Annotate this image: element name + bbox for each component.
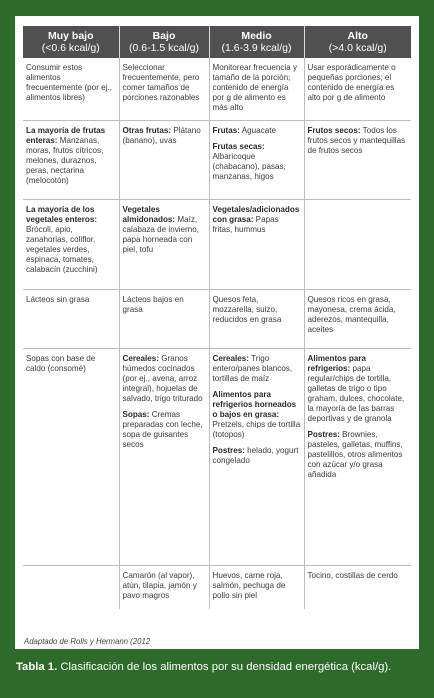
header-alto: Alto (>4.0 kcal/g) [304,26,411,58]
table-cell [209,199,304,289]
cell-text: Aguacate [239,125,276,135]
cell-bold-label: Vegetales/adicionados con grasa: [212,204,300,224]
cell-text: Quesos ricos en grasa, mayonesa, crema ácida, aderezos, mantequilla, aceites [307,294,396,334]
cell-text: Camarón (al vapor), atún, tilapia, jamón y pavo magros [122,570,197,600]
cell-paragraph [308,63,409,103]
cell-bold-label: La mayoría de los vegetales enteros: [26,204,98,224]
cell-paragraph [213,142,301,182]
table-cell [119,58,209,120]
cell-bold-label: Vegetales almidonados: [122,204,176,224]
cell-text: Sopas con base de caldo (consomé) [26,353,96,373]
caption-label: Tabla 1. [16,661,58,673]
table-cell [23,348,119,565]
cell-paragraph [26,126,116,186]
header-bajo: Bajo (0.6-1.5 kcal/g) [119,26,209,58]
cell-text: Papas fritas, hummus [212,214,279,234]
table-row [23,565,411,609]
cell-text: Lácteos sin grasa [26,294,90,304]
table-cell [119,565,209,609]
table-cell [23,58,119,120]
cell-text: Lácteos bajos en grasa [122,294,184,314]
table-card [15,16,419,649]
table-cell [304,58,411,120]
cell-text: Seleccionar frecuentemente, pero comer tamaños de porciones razonables [122,63,200,102]
table-cell [23,120,119,199]
cell-bold-label: Frutas: [212,125,240,135]
table-cell [119,120,209,199]
cell-text: Pretzels, chips de tortilla (totopos) [212,419,301,439]
table-cell [304,120,411,199]
cell-paragraph [123,63,206,103]
cell-paragraph [26,63,116,103]
cell-text: Albaricoque (chabacano), pasas, manzanas, higos [212,151,286,181]
cell-bold-label: Otras frutas: [122,125,172,135]
table-cell [304,565,411,609]
cell-paragraph [123,410,206,450]
cell-paragraph [123,354,206,404]
cell-text: Cremas preparadas con leche, sopa de guisantes secos [122,409,203,449]
cell-paragraph [308,571,409,581]
cell-text: Tocino, costillas de cerdo [307,570,398,580]
cell-bold-label: Cereales: [212,353,249,363]
cell-text: Consumir estos alimentos frecuentemente (por ej., alimentos libres) [26,63,112,102]
cell-text: Monitorear frecuencia y tamaño de la porción; contenido de energía por g de alimento es más alto [212,63,298,112]
table-cell [119,289,209,348]
cell-bold-label: Frutas secas: [212,141,265,151]
cell-text: Quesos feta, mozzarella, suizo, reducidos en grasa [212,294,282,324]
table-header-row [23,26,411,58]
cell-paragraph [26,354,116,374]
cell-bold-label: Sopas: [122,409,150,419]
caption-text: Clasificación de los alimentos por su densidad energética (kcal/g). [57,661,392,673]
cell-bold-label: Alimentos para refrigerios: [307,353,366,373]
cell-bold-label: Postres: [212,445,245,455]
table-cell [209,565,304,609]
table-cell [209,289,304,348]
table-cell [23,199,119,289]
header-medio: Medio (1.6-3.9 kcal/g) [209,26,304,58]
cell-paragraph [213,446,301,466]
cell-text: Brownies, pasteles, galletas, muffins, pastelillos, otros alimentos con azúcar y/o grasa añadida [307,429,403,479]
header-muy-bajo: Muy bajo (<0.6 kcal/g) [23,26,119,58]
cell-text: Usar esporádicamente o pequeñas porciones; el contenido de energía es alto por g de alimento [307,63,396,102]
table-cell [209,58,304,120]
energy-density-table [23,26,411,609]
cell-paragraph [213,295,301,325]
cell-paragraph [213,354,301,384]
table-cell [119,199,209,289]
cell-paragraph [123,571,206,601]
cell-text: Manzanas, moras, frutos cítricos, melones, duraznos, peras, nectarina (melocotón) [26,135,104,185]
cell-text: Granos húmedos cocinados (por ej., avena, arroz integral), hojuelas de salvado, trigo triturado [122,353,203,403]
cell-text: Plátano (banano), uvas [122,125,201,145]
cell-text: papa regular/chips de tortilla, galletas de trigo o tipo graham, dulces, chocolate, la mayoría de las barras deportivas y de granola [307,363,405,423]
cell-bold-label: Alimentos para refrigerios horneados o bajos en grasa: [212,389,297,419]
cell-paragraph [123,295,206,315]
cell-paragraph [213,571,301,601]
table-row [23,348,411,565]
cell-paragraph [26,295,116,305]
cell-paragraph [213,63,301,113]
table-row [23,120,411,199]
table-cell [23,565,119,609]
cell-text: helado, yogurt congelado [212,445,299,465]
cell-paragraph [123,126,206,146]
cell-text: Trigo entero/panes blancos, tortillas de maíz [212,353,293,383]
cell-text: Huevos, carne roja, salmón, pechuga de pollo sin piel [212,570,286,600]
table-cell [304,199,411,289]
table-row [23,199,411,289]
cell-bold-label: Frutos secos: [307,125,361,135]
cell-paragraph [308,354,409,424]
cell-text: Maíz, calabaza de invierno, papa horneada con piel, tofu [122,214,199,254]
cell-text: Brócoli, apio, zanahorias, coliflor, vegetales verdes, espinaca, tomates, calabacín (zucchini) [26,224,98,274]
cell-text: Todos los frutos secos y mantequillas de frutos secos [307,125,406,155]
source-note: Adaptado de Rolls y Hermann (2012 [24,637,151,646]
table-cell [304,348,411,565]
cell-bold-label: La mayoría de frutas enteras: [26,125,106,145]
table-row [23,58,411,120]
table-cell [209,120,304,199]
cell-paragraph [308,126,409,156]
cell-paragraph [213,390,301,440]
table-cell [23,289,119,348]
table-caption [16,660,420,674]
table-cell [304,289,411,348]
cell-bold-label: Postres: [307,429,340,439]
table-cell [209,348,304,565]
cell-paragraph [308,430,409,480]
cell-bold-label: Cereales: [122,353,159,363]
table-cell [119,348,209,565]
cell-paragraph [123,205,206,255]
cell-paragraph [213,126,301,136]
cell-paragraph [213,205,301,235]
cell-paragraph [26,205,116,275]
cell-paragraph [308,295,409,335]
table-row [23,289,411,348]
